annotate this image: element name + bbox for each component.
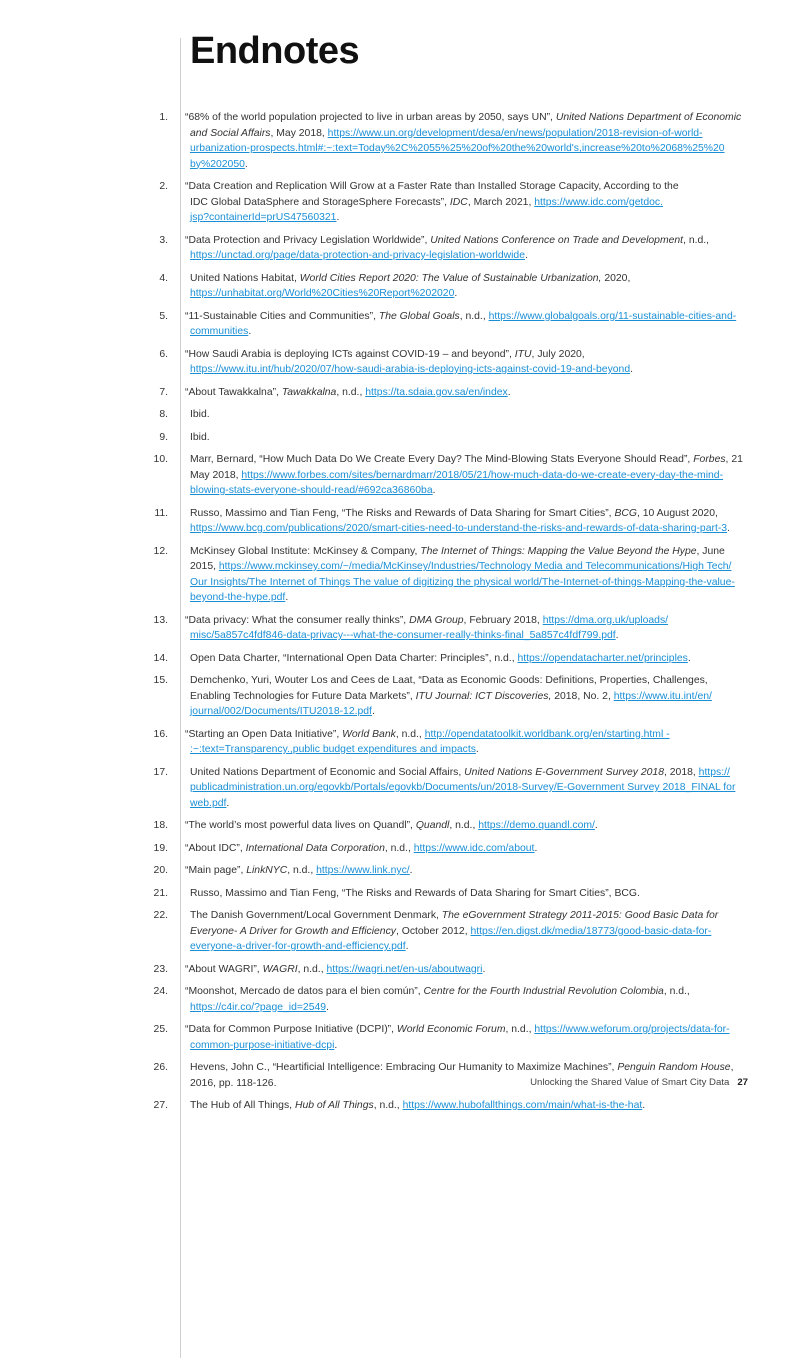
citation-text: Open Data Charter, “International Open Data Charter: Principles”, n.d.,: [190, 652, 518, 664]
endnote-text: [185, 863, 743, 879]
endnote-text: [185, 613, 743, 644]
citation-link[interactable]: https://demo.quandl.com/: [478, 820, 595, 831]
endnote-number: 10.: [153, 454, 168, 465]
endnote-number: 14.: [153, 652, 168, 664]
endnote-item: [0, 673, 793, 720]
citation-text: “Data privacy: What the consumer really thinks”,: [185, 614, 410, 626]
citation-text: Hevens, John C., “Heartificial Intelligence: Embracing Our Humanity to Maximize Machines”,: [190, 1062, 618, 1073]
citation-text: IDC Global DataSphere and StorageSphere Forecasts”,: [190, 196, 450, 208]
endnote-number: 4.: [159, 272, 168, 284]
citation-link[interactable]: https://www.mckinsey.com/~/media/McKinsey/Industries/Technology Media and Telecommunications/High Tech/: [218, 561, 732, 572]
endnote-item: [0, 271, 793, 302]
citation-text: “The world’s most powerful data lives on Quandl”,: [185, 820, 416, 831]
citation-text: “Data Creation and Replication Will Grow at a Faster Rate than Installed Storage Capacity, According to the: [185, 181, 679, 192]
citation-text: McKinsey Global Institute: McKinsey & Company,: [190, 545, 421, 557]
endnote-line: [185, 195, 743, 211]
endnote-item: [0, 309, 793, 340]
endnote-line: [185, 673, 743, 689]
citation-text: , July 2020,: [531, 348, 585, 360]
citation-text: United Nations Habitat,: [190, 272, 300, 284]
page-title: Endnotes: [190, 30, 360, 72]
citation-text: .: [409, 865, 413, 876]
endnote-item: [0, 179, 793, 226]
endnote-number: 23.: [153, 963, 168, 975]
endnote-item: [0, 385, 793, 401]
endnote-item: [0, 841, 793, 857]
citation-text: The Danish Government/Local Government Denmark,: [190, 910, 442, 921]
endnote-number: 18.: [153, 820, 168, 831]
endnote-line: [185, 908, 743, 924]
citation-link[interactable]: urbanization-prospects.html#:~:text=Today%2C%2055%25%20of%20the%20world's,increase%20to%2068%25%20: [190, 143, 725, 154]
citation-text: , n.d.,: [287, 865, 317, 876]
endnote-line: [185, 110, 743, 126]
endnotes-list: [0, 110, 793, 1121]
endnote-line: [185, 1038, 743, 1054]
citation-text: “How Saudi Arabia is deploying ICTs against COVID-19 – and beyond”,: [185, 348, 515, 360]
endnote-item: [0, 818, 793, 834]
endnote-line: [185, 939, 743, 955]
citation-link[interactable]: https://unhabitat.org/World%20Cities%20Report%202020: [190, 288, 455, 299]
endnote-text: [185, 1098, 743, 1114]
source-title: BCG: [614, 507, 637, 519]
citation-text: .: [244, 158, 248, 170]
source-title: and Social Affairs: [190, 127, 271, 139]
citation-text: “68% of the world population projected to live in urban areas by 2050, says UN”,: [185, 112, 556, 123]
endnote-line: [185, 126, 743, 142]
citation-text: 2016, pp. 118-126.: [190, 1077, 277, 1089]
endnote-text: [185, 841, 743, 857]
source-title: DMA Group: [409, 614, 464, 626]
source-title: WAGRI: [262, 963, 298, 975]
source-title: Quandl: [415, 820, 450, 831]
citation-text: “About WAGRI”,: [185, 963, 263, 975]
citation-text: .: [630, 364, 634, 375]
citation-link[interactable]: https://opendatacharter.net/principles: [517, 652, 688, 664]
endnote-item: [0, 984, 793, 1015]
citation-link[interactable]: http://opendatatoolkit.worldbank.org/en/starting.html -: [424, 728, 670, 740]
endnote-line: [185, 628, 743, 644]
endnote-line: [185, 962, 743, 978]
endnote-item: [0, 1022, 793, 1053]
citation-text: “Data for Common Purpose Initiative (DCPI)”,: [185, 1024, 397, 1035]
citation-text: .: [642, 1100, 646, 1111]
endnote-line: [185, 347, 743, 363]
citation-text: “About Tawakkalna”,: [185, 386, 282, 398]
citation-link[interactable]: https://www.link.nyc/: [316, 865, 410, 876]
endnote-text: [185, 452, 743, 499]
citation-link[interactable]: https://unctad.org/page/data-protection-and-privacy-legislation-worldwide: [190, 250, 525, 261]
endnote-line: [185, 468, 743, 484]
citation-text: .: [336, 212, 340, 223]
endnote-number: 15.: [153, 675, 168, 686]
citation-text: , May 2018,: [270, 127, 328, 139]
endnote-item: [0, 233, 793, 264]
citation-link[interactable]: misc/5a857c4fdf846-data-privacy---what-the-consumer-really-thinks-final_5a857c4fdf799.pdf: [190, 630, 616, 641]
citation-text: “11-Sustainable Cities and Communities”,: [185, 310, 379, 322]
citation-link[interactable]: jsp?containerId=prUS47560321: [190, 212, 337, 223]
citation-link[interactable]: Our Insights/The Internet of Things The value of digitizing the physical world/The-Internet-of-things-Mapping-the-value-: [190, 576, 735, 588]
citation-text: , n.d.,: [384, 842, 414, 854]
endnote-text: [185, 651, 743, 667]
endnote-item: [0, 544, 793, 606]
citation-link[interactable]: https://www.itu.int/hub/2020/07/how-saudi-arabia-is-deploying-icts-against-covid-19-and-beyond: [190, 364, 631, 375]
citation-link[interactable]: journal/002/Documents/ITU2018-12.pdf: [190, 706, 372, 717]
citation-text: , n.d.,: [373, 1100, 403, 1111]
citation-link[interactable]: https://www.forbes.com/sites/bernardmarr/2018/05/21/how-much-data-do-we-create-every-day-the-mind-: [241, 469, 724, 481]
endnote-text: [185, 1022, 743, 1053]
endnote-text: [185, 430, 743, 446]
citation-link[interactable]: https://www.un.org/development/desa/en/news/population/2018-revision-of-world-: [327, 127, 703, 139]
endnote-number: 6.: [159, 348, 168, 360]
endnote-item: [0, 863, 793, 879]
source-title: United Nations Department of Economic: [555, 112, 742, 123]
citation-text: , 2018,: [664, 766, 699, 778]
endnote-number: 9.: [159, 431, 168, 443]
source-title: Forbes: [693, 454, 726, 465]
citation-text: Enabling Technologies for Future Data Markets”,: [190, 690, 416, 702]
citation-text: 2020,: [601, 272, 631, 284]
endnote-line: [185, 559, 743, 575]
citation-text: .: [432, 485, 436, 496]
endnote-item: [0, 886, 793, 902]
citation-link[interactable]: :~:text=Transparency.,public budget expenditures and impacts: [190, 744, 476, 755]
citation-text: .: [687, 652, 691, 664]
endnote-line: [185, 362, 743, 378]
source-title: LinkNYC: [246, 865, 288, 876]
endnote-text: [185, 962, 743, 978]
endnote-item: [0, 407, 793, 423]
citation-link[interactable]: publicadministration.un.org/egovkb/Portals/egovkb/Documents/un/2018-Survey/E-Government Survey 2018_FINAL for: [190, 782, 736, 793]
endnote-line: [185, 385, 743, 401]
citation-text: Ibid.: [190, 431, 210, 443]
citation-text: .: [615, 630, 619, 641]
citation-text: The Hub of All Things,: [190, 1100, 295, 1111]
citation-text: .: [507, 386, 511, 398]
citation-text: , n.d.,: [663, 986, 690, 997]
endnote-number: 26.: [153, 1062, 168, 1073]
endnote-text: [185, 309, 743, 340]
source-title: Tawakkalna: [281, 386, 337, 398]
endnote-text: [185, 271, 743, 302]
citation-text: .: [525, 250, 528, 261]
citation-text: , n.d.,: [297, 963, 327, 975]
endnote-line: [185, 1098, 743, 1114]
endnote-line: [185, 233, 743, 249]
endnote-text: [185, 347, 743, 378]
citation-text: May 2018,: [190, 469, 242, 481]
endnote-number: 24.: [153, 986, 168, 997]
source-title: The Global Goals: [378, 310, 460, 322]
endnote-item: [0, 506, 793, 537]
endnote-text: [185, 886, 743, 902]
citation-link[interactable]: https://c4ir.co/?page_id=2549: [190, 1001, 327, 1013]
citation-text: .: [371, 706, 375, 717]
endnote-line: [185, 1022, 743, 1038]
citation-link[interactable]: https://www.weforum.org/projects/data-for-: [534, 1024, 730, 1035]
source-title: The Internet of Things: Mapping the Value Beyond the Hype: [420, 545, 697, 557]
endnote-line: [185, 590, 743, 606]
endnote-item: [0, 765, 793, 812]
source-title: The eGovernment Strategy 2011-2015: Good Basic Data for: [441, 910, 719, 921]
citation-text: Russo, Massimo and Tian Feng, “The Risks and Rewards of Data Sharing for Smart Cities”,: [190, 507, 615, 519]
endnote-line: [185, 651, 743, 667]
endnote-text: [185, 727, 743, 758]
citation-text: , n.d.,: [459, 310, 489, 322]
endnote-number: 17.: [153, 766, 168, 778]
endnote-item: [0, 962, 793, 978]
citation-text: .: [475, 744, 479, 755]
citation-text: ,: [730, 1062, 734, 1073]
source-title: World Economic Forum: [396, 1024, 506, 1035]
citation-link[interactable]: https://www.itu.int/en/: [613, 690, 712, 702]
endnote-line: [185, 575, 743, 591]
citation-link[interactable]: https://www.bcg.com/publications/2020/smart-cities-need-to-understand-the-risks-and-rewards-of-data-sharing-part-3: [190, 523, 728, 534]
source-title: ITU Journal: ICT Discoveries,: [415, 690, 552, 702]
citation-text: .: [405, 941, 409, 952]
endnote-text: [185, 818, 743, 834]
endnote-line: [185, 818, 743, 834]
endnote-number: 11.: [154, 507, 168, 519]
citation-text: , February 2018,: [463, 614, 543, 626]
endnote-number: 25.: [153, 1024, 168, 1035]
citation-text: .: [534, 842, 538, 854]
endnote-line: [185, 157, 743, 173]
citation-text: “Main page”,: [185, 865, 247, 876]
citation-text: , 10 August 2020,: [636, 507, 718, 519]
citation-text: , June: [696, 545, 725, 557]
endnote-line: [185, 141, 743, 157]
endnote-number: 12.: [153, 545, 168, 557]
citation-link[interactable]: everyone-a-driver-for-growth-and-efficiency.pdf: [190, 941, 406, 952]
endnote-line: [185, 286, 743, 302]
citation-text: .: [454, 288, 458, 299]
endnote-number: 20.: [153, 865, 168, 876]
citation-link[interactable]: https://wagri.net/en-us/aboutwagri: [326, 963, 483, 975]
endnote-text: [185, 233, 743, 264]
endnote-number: 3.: [159, 234, 168, 246]
endnote-line: [185, 407, 743, 423]
citation-link[interactable]: https://: [698, 766, 730, 778]
page-number: 27: [737, 1077, 748, 1088]
endnote-line: [185, 1000, 743, 1016]
citation-text: .: [285, 592, 289, 603]
endnote-line: [185, 796, 743, 812]
citation-text: United Nations Department of Economic and Social Affairs,: [190, 766, 465, 778]
endnote-text: [185, 544, 743, 606]
endnote-line: [185, 780, 743, 796]
endnote-text: [185, 765, 743, 812]
endnote-line: [185, 210, 743, 226]
citation-text: 2018, No. 2,: [551, 690, 614, 702]
citation-text: , n.d.,: [505, 1024, 535, 1035]
citation-link[interactable]: https://dma.org.uk/uploads/: [542, 614, 669, 626]
endnote-line: [185, 271, 743, 287]
source-title: ITU: [514, 348, 532, 360]
endnote-line: [185, 506, 743, 522]
source-title: Centre for the Fourth Industrial Revolution Colombia: [423, 986, 664, 997]
citation-link[interactable]: by%202050: [190, 158, 245, 170]
endnote-text: [185, 908, 743, 955]
citation-link[interactable]: communities: [190, 326, 249, 337]
citation-link[interactable]: web.pdf: [190, 797, 227, 809]
source-title: IDC: [449, 196, 468, 208]
endnote-text: [185, 407, 743, 423]
citation-text: .: [326, 1001, 329, 1013]
citation-link[interactable]: beyond-the-hype.pdf: [190, 592, 286, 603]
endnote-item: [0, 452, 793, 499]
citation-text: “Starting an Open Data Initiative”,: [185, 728, 343, 740]
footer-report-title: Unlocking the Shared Value of Smart City Data: [530, 1077, 730, 1088]
citation-text: .: [248, 326, 252, 337]
citation-text: , March 2021,: [467, 196, 535, 208]
citation-text: “Moonshot, Mercado de datos para el bien común”,: [185, 986, 424, 997]
endnote-line: [185, 924, 743, 940]
endnote-item: [0, 727, 793, 758]
citation-text: “Data Protection and Privacy Legislation Worldwide”,: [185, 234, 431, 246]
citation-link[interactable]: https://www.globalgoals.org/11-sustainable-cities-and-: [488, 310, 737, 322]
endnote-number: 7.: [159, 386, 168, 398]
endnote-item: [0, 347, 793, 378]
endnote-item: [0, 430, 793, 446]
source-title: Hub of All Things: [294, 1100, 374, 1111]
citation-text: Demchenko, Yuri, Wouter Los and Cees de Laat, “Data as Economic Goods: Definitions, Properties, Challenges,: [190, 675, 708, 686]
endnote-item: [0, 1098, 793, 1114]
page-footer: [530, 1077, 748, 1088]
source-title: Penguin Random House: [617, 1062, 731, 1073]
endnote-line: [185, 483, 743, 499]
endnote-number: 8.: [159, 409, 168, 420]
source-title: Everyone- A Driver for Growth and Efficiency: [190, 925, 396, 937]
endnote-line: [185, 544, 743, 560]
citation-text: 2015,: [190, 561, 219, 572]
endnote-item: [0, 651, 793, 667]
citation-text: Russo, Massimo and Tian Feng, “The Risks and Rewards of Data Sharing for Smart Cities”, BCG.: [190, 887, 640, 899]
citation-link[interactable]: blowing-stats-everyone-should-read/#692ca36860ba: [190, 485, 433, 496]
endnote-line: [185, 704, 743, 720]
endnote-line: [185, 179, 743, 195]
citation-text: , n.d.,: [336, 386, 366, 398]
citation-link[interactable]: https://www.idc.com/about: [413, 842, 535, 854]
endnote-line: [185, 984, 743, 1000]
citation-text: .: [482, 963, 486, 975]
endnote-number: 22.: [153, 910, 168, 921]
citation-text: .: [594, 820, 598, 831]
citation-text: .: [334, 1039, 338, 1051]
endnote-line: [185, 863, 743, 879]
endnote-text: [185, 385, 743, 401]
endnote-line: [185, 309, 743, 325]
endnote-text: [185, 110, 743, 172]
citation-text: , October 2012,: [395, 925, 471, 937]
citation-link[interactable]: https://www.idc.com/getdoc.: [534, 196, 664, 208]
source-title: United Nations Conference on Trade and Development: [430, 234, 684, 246]
endnote-item: [0, 908, 793, 955]
endnote-line: [185, 886, 743, 902]
endnote-line: [185, 689, 743, 705]
citation-text: Marr, Bernard, “How Much Data Do We Create Every Day? The Mind-Blowing Stats Everyone Should Read”,: [190, 454, 694, 465]
source-title: United Nations E-Government Survey 2018: [464, 766, 664, 778]
endnote-item: [0, 613, 793, 644]
endnote-line: [185, 613, 743, 629]
endnote-number: 16.: [153, 728, 168, 740]
citation-text: “About IDC”,: [185, 842, 246, 854]
endnote-item: [0, 110, 793, 172]
citation-link[interactable]: https://en.digst.dk/media/18773/good-basic-data-for-: [470, 925, 712, 937]
citation-link[interactable]: https://ta.sdaia.gov.sa/en/index: [365, 386, 508, 398]
endnote-number: 13.: [153, 614, 168, 626]
endnote-line: [185, 324, 743, 340]
endnote-number: 27.: [153, 1100, 168, 1111]
citation-text: , 21: [725, 454, 743, 465]
endnote-number: 5.: [159, 310, 168, 322]
citation-link[interactable]: https://www.hubofallthings.com/main/what-is-the-hat: [402, 1100, 643, 1111]
endnote-line: [185, 521, 743, 537]
citation-text: , n.d.,: [395, 728, 425, 740]
endnote-line: [185, 742, 743, 758]
citation-text: , n.d.,: [449, 820, 479, 831]
endnote-text: [185, 673, 743, 720]
endnote-line: [185, 727, 743, 743]
citation-text: , n.d.,: [683, 234, 710, 246]
citation-text: .: [727, 523, 730, 534]
endnote-line: [185, 248, 743, 264]
citation-text: Ibid.: [190, 409, 210, 420]
endnote-number: 21.: [153, 887, 168, 899]
endnote-text: [185, 506, 743, 537]
citation-link[interactable]: common-purpose-initiative-dcpi: [190, 1039, 335, 1051]
endnote-line: [185, 1060, 743, 1076]
endnote-line: [185, 765, 743, 781]
endnote-line: [185, 841, 743, 857]
citation-text: .: [226, 797, 230, 809]
endnote-text: [185, 179, 743, 226]
source-title: World Bank: [342, 728, 396, 740]
source-title: International Data Corporation: [245, 842, 385, 854]
endnote-number: 19.: [153, 842, 168, 854]
endnote-line: [185, 430, 743, 446]
source-title: World Cities Report 2020: The Value of Sustainable Urbanization,: [299, 272, 602, 284]
endnote-text: [185, 984, 743, 1015]
endnote-number: 2.: [159, 181, 168, 192]
endnote-number: 1.: [159, 112, 168, 123]
endnote-line: [185, 452, 743, 468]
